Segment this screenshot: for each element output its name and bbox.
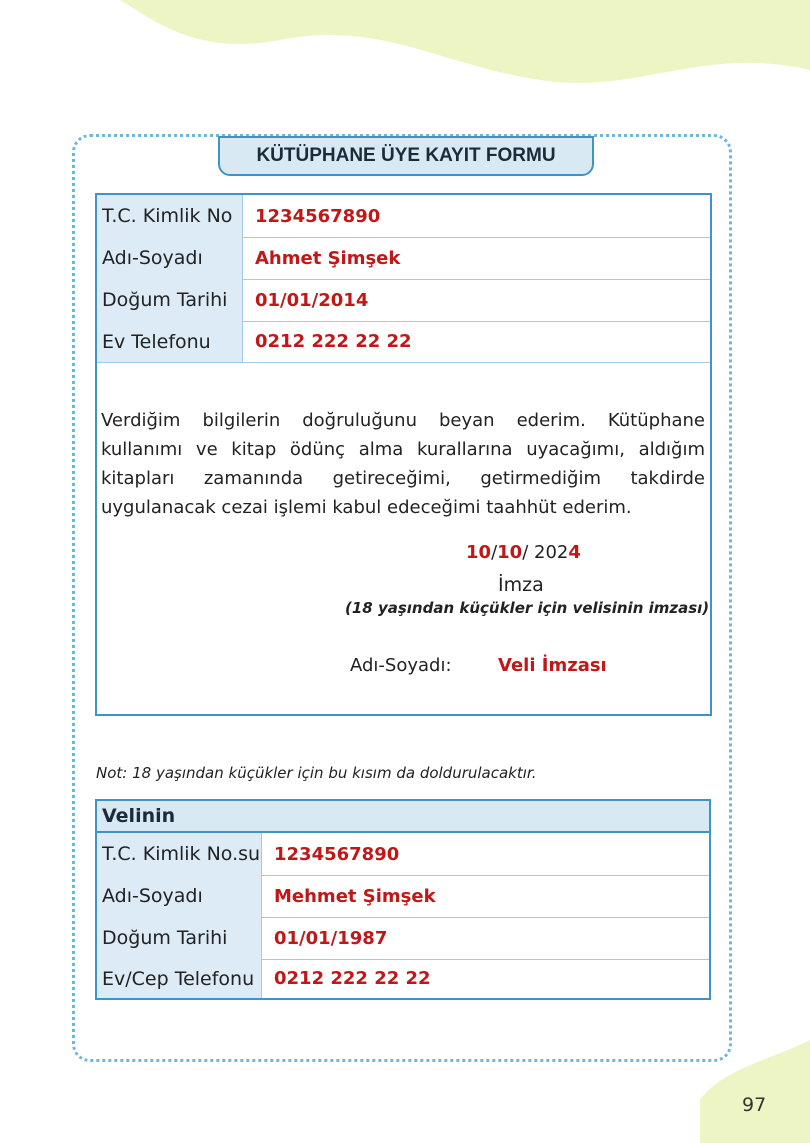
signer-name-label: Adı-Soyadı:	[350, 655, 452, 676]
guardian-name-field[interactable]: Mehmet Şimşek	[274, 885, 436, 907]
table-row	[97, 321, 710, 363]
signature-label: İmza	[498, 574, 544, 596]
form-title: KÜTÜPHANE ÜYE KAYIT FORMU	[218, 136, 594, 176]
page-number: 97	[742, 1094, 767, 1116]
row-label: Doğum Tarihi	[97, 279, 243, 321]
table-row	[97, 959, 709, 998]
table-row	[97, 279, 710, 322]
date-year-prefix: 202	[534, 542, 569, 563]
declaration-text: Verdiğim bilgilerin doğruluğunu beyan ederim. Kütüphane kullanımı ve kitap ödünç alma kurallarına uyacağımı, aldığım kitapları zamanında getireceğimi, getirmediğim takdirde uygulanacak cezai işlemi kabul edeceğimi taahhüt ederim.	[101, 410, 705, 518]
signer-name-field[interactable]: Veli İmzası	[498, 655, 607, 676]
row-label: T.C. Kimlik No.su	[97, 833, 262, 875]
table-row	[97, 195, 710, 238]
guardian-note: Not: 18 yaşından küçükler için bu kısım da doldurulacaktır.	[96, 764, 537, 782]
table-row	[97, 875, 709, 918]
guardian-phone-field[interactable]: 0212 222 22 22	[274, 968, 431, 989]
table-row	[97, 237, 710, 280]
date-month[interactable]: 10	[497, 542, 523, 563]
signature-date: 10/10/ 2024	[466, 542, 581, 563]
guardian-id-field[interactable]: 1234567890	[274, 843, 400, 865]
row-label: Adı-Soyadı	[97, 875, 262, 917]
date-day[interactable]: 10	[466, 542, 492, 563]
table-row	[97, 917, 709, 960]
row-label: Ev Telefonu	[97, 321, 243, 362]
signature-note: (18 yaşından küçükler için velisinin imzası)	[345, 599, 710, 617]
row-label: Ev/Cep Telefonu	[97, 959, 262, 998]
name-field[interactable]: Ahmet Şimşek	[255, 247, 401, 269]
birth-date-field[interactable]: 01/01/2014	[255, 289, 369, 311]
table-row	[97, 833, 709, 876]
top-wave-decoration	[120, 0, 810, 83]
phone-field[interactable]: 0212 222 22 22	[255, 331, 412, 352]
guardian-title: Velinin	[97, 801, 709, 833]
date-year-digit[interactable]: 4	[568, 542, 581, 563]
row-label: Adı-Soyadı	[97, 237, 243, 279]
row-label: Doğum Tarihi	[97, 917, 262, 959]
row-label: T.C. Kimlik No	[97, 195, 243, 237]
id-number-field[interactable]: 1234567890	[255, 205, 381, 227]
guardian-table	[95, 799, 711, 1000]
guardian-birth-date-field[interactable]: 01/01/1987	[274, 927, 388, 949]
